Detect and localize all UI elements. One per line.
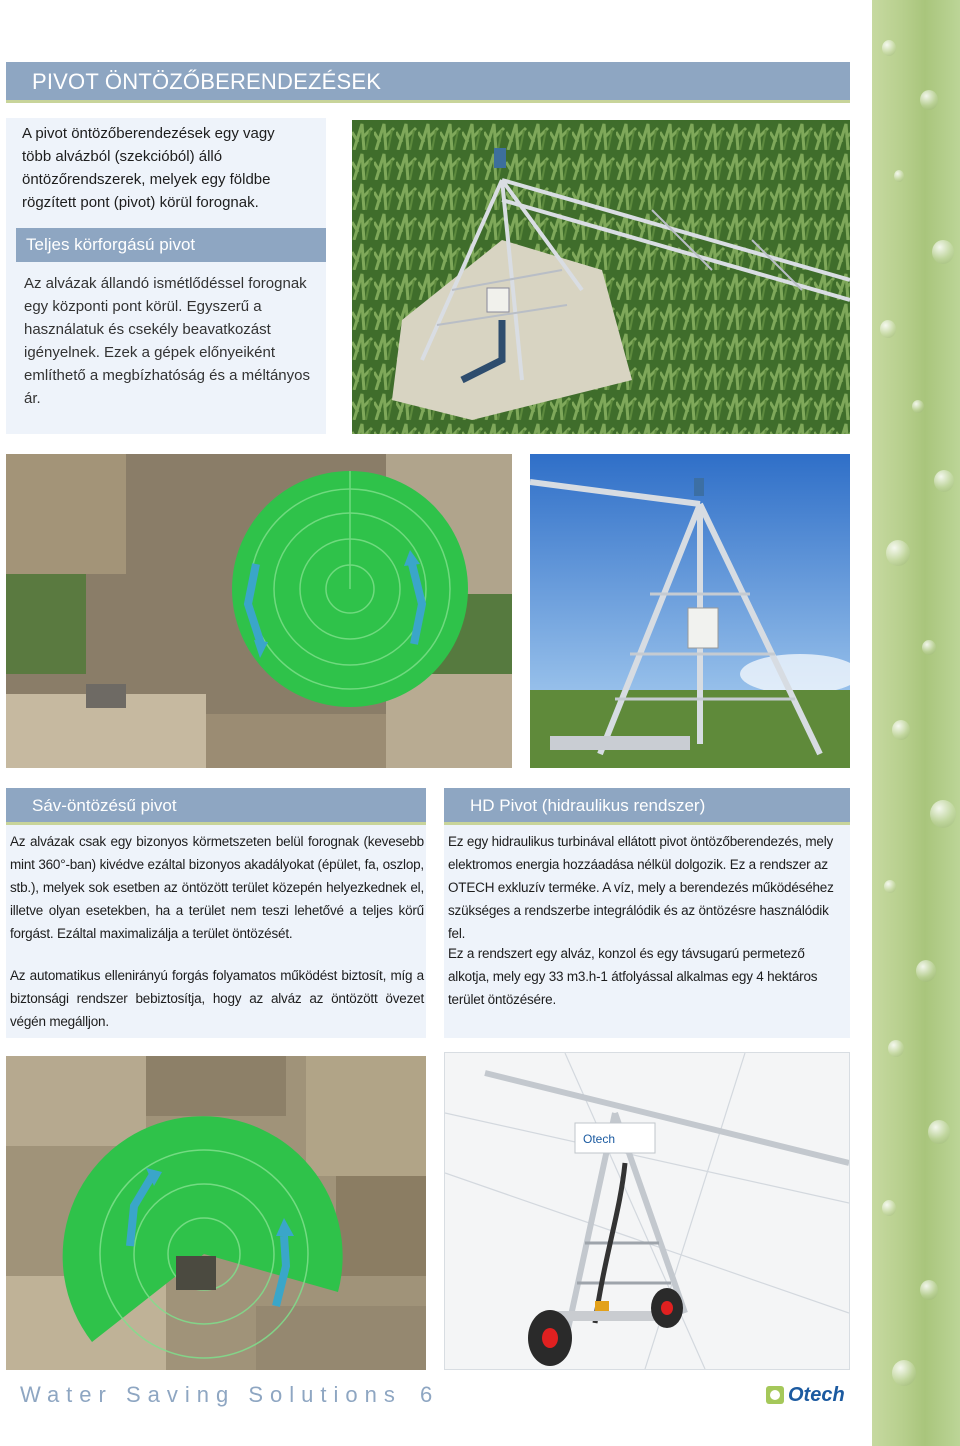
sector-pivot-title: Sáv-öntözésű pivot <box>32 796 177 815</box>
sector-pivot-heading <box>6 788 426 825</box>
hd-pivot-title: HD Pivot (hidraulikus rendszer) <box>470 796 706 815</box>
hd-pivot-paragraph-1: Ez egy hidraulikus turbinával ellátott pivot öntözőberendezés, mely elektromos energia hozzáadása nélkül dolgozik. Ez a rendszer az OTECH exkluzív terméke. A víz, mely a berendezés működéséhez szükséges a rendszerbe integrálódik és az öntözésre használódik fel. <box>448 834 834 941</box>
footer-tagline: Water Saving Solutions <box>20 1382 402 1407</box>
otech-logo-text: Otech <box>788 1384 845 1406</box>
hd-pivot-illustration <box>445 1053 849 1369</box>
hd-pivot-paragraph-2: Ez a rendszert egy alváz, konzol és egy távsugarú permetező alkotja, mely egy 33 m3.h-1 átfolyással alkalmas egy 4 hektáros terület öntözésére. <box>448 946 818 1007</box>
pivot-corn-photo <box>352 120 850 434</box>
pivot-corn-illustration <box>352 120 850 434</box>
full-pivot-title: Teljes körforgású pivot <box>26 235 196 254</box>
sector-aerial-illustration <box>6 1056 426 1370</box>
svg-text:Otech: Otech <box>583 1132 616 1146</box>
hd-pivot-render <box>444 1052 850 1370</box>
pivot-tower-sky-photo <box>530 454 850 768</box>
intro-panel <box>6 118 326 434</box>
full-circle-aerial-photo <box>6 454 512 768</box>
sector-pivot-panel <box>6 788 426 1038</box>
intro-text: A pivot öntözőberendezések egy vagy több alvázból (szekcióból) álló öntözőrendszerek, melyek egy földbe rögzített pont (pivot) körül forognak. <box>22 125 275 211</box>
sector-pivot-paragraph-2: Az automatikus ellenirányú forgás folyamatos működést biztosít, míg a biztonsági rendszer bebiztosítja, hogy az alváz az öntözött övezet végén megálljon. <box>10 968 424 1029</box>
hd-pivot-heading <box>444 788 850 825</box>
full-pivot-text: Az alvázak állandó ismétlődéssel forognak egy központi pont körül. Egyszerű a használatuk és csekély beavatkozást igényelnek. Ezek a gépek előnyeiként említhető a megbízhatóság és a méltányos ár. <box>24 275 310 407</box>
page-header <box>6 62 850 103</box>
hd-pivot-panel <box>444 788 850 1038</box>
decorative-droplet-strip <box>872 0 960 1446</box>
full-circle-aerial-illustration <box>6 454 512 768</box>
page-number: 6 <box>420 1382 433 1407</box>
page-title: PIVOT ÖNTÖZŐBERENDEZÉSEK <box>32 69 382 94</box>
full-pivot-heading <box>16 228 326 262</box>
sector-aerial-photo <box>6 1056 426 1370</box>
otech-logo <box>766 1380 856 1410</box>
pivot-tower-illustration <box>530 454 850 768</box>
sector-pivot-paragraph-1: Az alvázak csak egy bizonyos körmetszeten belül forognak (kevesebb mint 360°-ban) kivédve ezáltal bizonyos akadályokat (épület, fa, oszlop, stb.), melyek sok esetben az öntözött terület közepén helyezkednek el, illetve olyan esetekben, ha a terület nem teszi lehetővé a teljes körű forgást. Ezáltal maximalizálja a terület öntözését. <box>10 834 424 941</box>
